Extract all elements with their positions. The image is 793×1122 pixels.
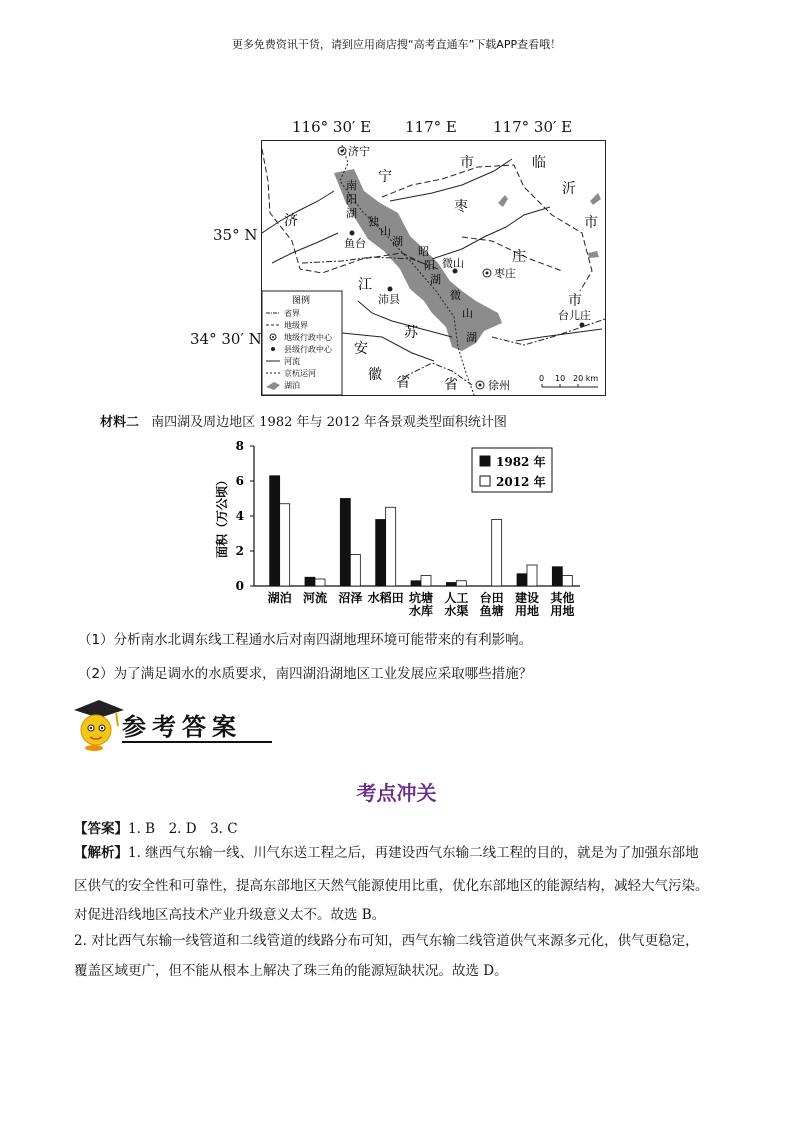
analysis-p2-line1: 2. 对比西气东输一线管道和二线管道的线路分布可知，西气东输二线管道供气来源多元化，供气更稳定， [74, 933, 699, 949]
x-tick-label: 水渠 [444, 604, 469, 618]
river-1 [262, 191, 334, 233]
region-char-shi1: 市 [460, 155, 474, 171]
small-lake-3 [588, 251, 599, 258]
scale-label-0: 0 [539, 374, 545, 383]
river-3 [390, 159, 512, 201]
x-tick-label: 用地 [550, 604, 575, 618]
bar-2012 [315, 579, 325, 586]
region-char-sheng2: 省 [444, 377, 458, 393]
peixian-marker-icon [388, 287, 393, 292]
taierzhuang-marker-icon [580, 323, 585, 328]
material-caption [100, 411, 507, 430]
x-tick-label: 沼泽 [338, 591, 363, 605]
legend-title: 图例 [292, 296, 311, 306]
longitude-label-1: 116° 30′ E [292, 118, 372, 136]
small-lake-2 [590, 193, 601, 205]
legend-item-7: 湖泊 [284, 381, 300, 390]
region-char-ning: 宁 [378, 169, 392, 185]
longitude-label-3: 117° 30′ E [493, 118, 573, 136]
lake-char-yang2: 阳 [424, 259, 435, 272]
lake-char-yang: 阳 [346, 193, 357, 206]
x-tick-label: 人工 [444, 591, 469, 605]
map-graphic [262, 141, 605, 395]
lake-char-wei: 微 [450, 289, 461, 302]
analysis-p1-line2: 区供气的安全性和可靠性，提高东部地区天然气能源使用比重，优化东部地区的能源结构，减轻大气污染。 [74, 878, 709, 894]
bar-1982 [270, 476, 280, 586]
bar-2012 [527, 565, 537, 586]
lake-char-shan2: 山 [462, 307, 473, 320]
section-title: 考点冲关 [356, 781, 437, 805]
region-char-zhuang: 庄 [512, 249, 526, 265]
region-char-zao: 枣 [454, 199, 468, 215]
bar-2012 [280, 504, 290, 586]
legend-item-2: 地级界 [284, 321, 308, 330]
river-2 [272, 233, 338, 263]
region-char-sheng1: 省 [396, 375, 410, 391]
landscape-area-chart [210, 432, 590, 622]
scale-label-10: 10 [555, 374, 566, 383]
analysis-p1-line1: 1. 继西气东输一线、川气东送工程之后，再建设西气东输二线工程的目的，就是为了加强东部地 [128, 845, 699, 861]
lake-char-shan1: 山 [380, 225, 391, 238]
bar-2012 [386, 507, 396, 586]
legend-label: 2012 年 [496, 475, 546, 489]
latitude-label-2: 34° 30′ N [190, 330, 262, 348]
region-char-ji: 济 [284, 213, 298, 229]
lake-char-hu2: 湖 [392, 235, 403, 248]
analysis-p2-line2: 覆盖区域更广，但不能从根本上解决了珠三角的能源短缺状况。故选 D。 [74, 963, 508, 979]
lake-char-hu1: 湖 [346, 207, 357, 220]
y-tick-label: 6 [235, 474, 244, 488]
region-char-yi: 沂 [562, 181, 576, 197]
place-taierzhuang: 台儿庄 [558, 309, 591, 322]
header-note: 更多免费资讯干货，请到应用商店搜“高考直通车”下载APP查看哦！ [231, 38, 562, 51]
answer-line [74, 820, 734, 838]
jining-marker-dot [341, 150, 344, 153]
place-zaozhuang: 枣庄 [494, 267, 516, 280]
region-char-hui: 徽 [368, 367, 382, 383]
material-label: 材料二 [100, 415, 140, 430]
question-1: （1）分析南水北调东线工程通水后对南四湖地理环境可能带来的有利影响。 [78, 632, 533, 648]
bar-1982 [552, 567, 562, 586]
lake-char-hu3: 湖 [430, 273, 441, 286]
map-legend [262, 291, 342, 395]
place-jining: 济宁 [348, 145, 370, 158]
zaozhuang-marker-dot [486, 272, 489, 275]
place-weishan: 微山 [442, 257, 464, 270]
province-border-3 [404, 363, 472, 385]
lake-char-zhao: 昭 [418, 245, 429, 258]
material-text: 南四湖及周边地区 1982 年与 2012 年各景观类型面积统计图 [151, 415, 507, 430]
mascot-icon [70, 696, 128, 754]
legend-swatch [480, 476, 490, 486]
x-tick-label: 水库 [408, 604, 434, 618]
legend-swatch [480, 456, 490, 466]
x-tick-label: 水稻田 [367, 591, 404, 605]
x-tick-label: 湖泊 [267, 591, 292, 605]
x-tick-label: 台田 [479, 591, 504, 605]
legend-item-4: 县级行政中心 [284, 345, 332, 354]
analysis-label: 【解析】 [74, 845, 128, 861]
region-char-shi3: 市 [568, 293, 582, 309]
analysis-p1-line3: 对促进沿线地区高技术产业升级意义太不。故选 B。 [74, 907, 386, 923]
answer-banner-underline [122, 741, 272, 743]
yutai-marker-icon [350, 231, 355, 236]
lake-char-nan: 南 [346, 179, 357, 192]
bar-2012 [562, 576, 572, 587]
legend-prefecture-center-dot [272, 336, 274, 338]
region-char-jiang: 江 [358, 277, 372, 293]
bar-1982 [376, 520, 386, 587]
longitude-label-2: 117° E [405, 118, 457, 136]
region-char-su: 苏 [404, 325, 418, 341]
region-char-shi2: 市 [584, 215, 598, 231]
place-peixian: 沛县 [378, 293, 400, 306]
scale-label-20: 20 km [573, 374, 599, 383]
place-xuzhou: 徐州 [488, 379, 510, 392]
question-2: （2）为了满足调水的水质要求，南四湖沿湖地区工业发展应采取哪些措施？ [78, 666, 533, 682]
y-tick-label: 0 [235, 579, 244, 593]
x-tick-label: 河流 [302, 591, 328, 605]
place-yutai: 鱼台 [344, 237, 366, 250]
bar-2012 [456, 581, 466, 586]
bar-1982 [305, 577, 315, 586]
bar-1982 [340, 499, 350, 587]
answer-text: 1. B 2. D 3. C [128, 821, 238, 837]
bar-2012 [421, 576, 431, 587]
legend-item-1: 省界 [284, 309, 300, 318]
x-tick-label: 坑塘 [408, 591, 434, 605]
bar-2012 [350, 555, 360, 587]
answer-label: 【答案】 [74, 821, 128, 837]
region-char-lin: 临 [532, 155, 546, 171]
bar-2012 [492, 520, 502, 587]
x-tick-label: 其他 [550, 591, 575, 605]
lake-region-map [261, 140, 606, 396]
xuzhou-marker-dot [479, 384, 482, 387]
lake-char-hu4: 湖 [466, 331, 477, 344]
legend-item-6: 京杭运河 [284, 369, 316, 378]
province-border-2 [492, 319, 605, 345]
legend-item-3: 地级行政中心 [284, 333, 332, 342]
legend-item-5: 河流 [284, 357, 300, 366]
x-tick-label: 用地 [514, 604, 540, 618]
y-axis-label: 面积（万公顷） [215, 473, 229, 559]
region-char-an: 安 [354, 341, 368, 357]
river-4 [432, 207, 550, 259]
lake-char-du: 独 [368, 215, 379, 228]
y-tick-label: 8 [235, 439, 244, 453]
small-lake-1 [498, 195, 508, 207]
latitude-label-1: 35° N [213, 226, 258, 244]
answer-banner-title: 参考答案 [122, 713, 242, 741]
legend-county-center-icon [271, 347, 275, 351]
bar-1982 [411, 581, 421, 586]
bar-1982 [446, 583, 456, 587]
x-tick-label: 建设 [514, 591, 540, 605]
bar-1982 [517, 574, 527, 586]
analysis-line-1 [74, 844, 734, 862]
legend-label: 1982 年 [496, 455, 546, 469]
y-tick-label: 2 [235, 544, 244, 558]
x-tick-label: 鱼塘 [479, 604, 504, 618]
y-tick-label: 4 [235, 509, 244, 523]
